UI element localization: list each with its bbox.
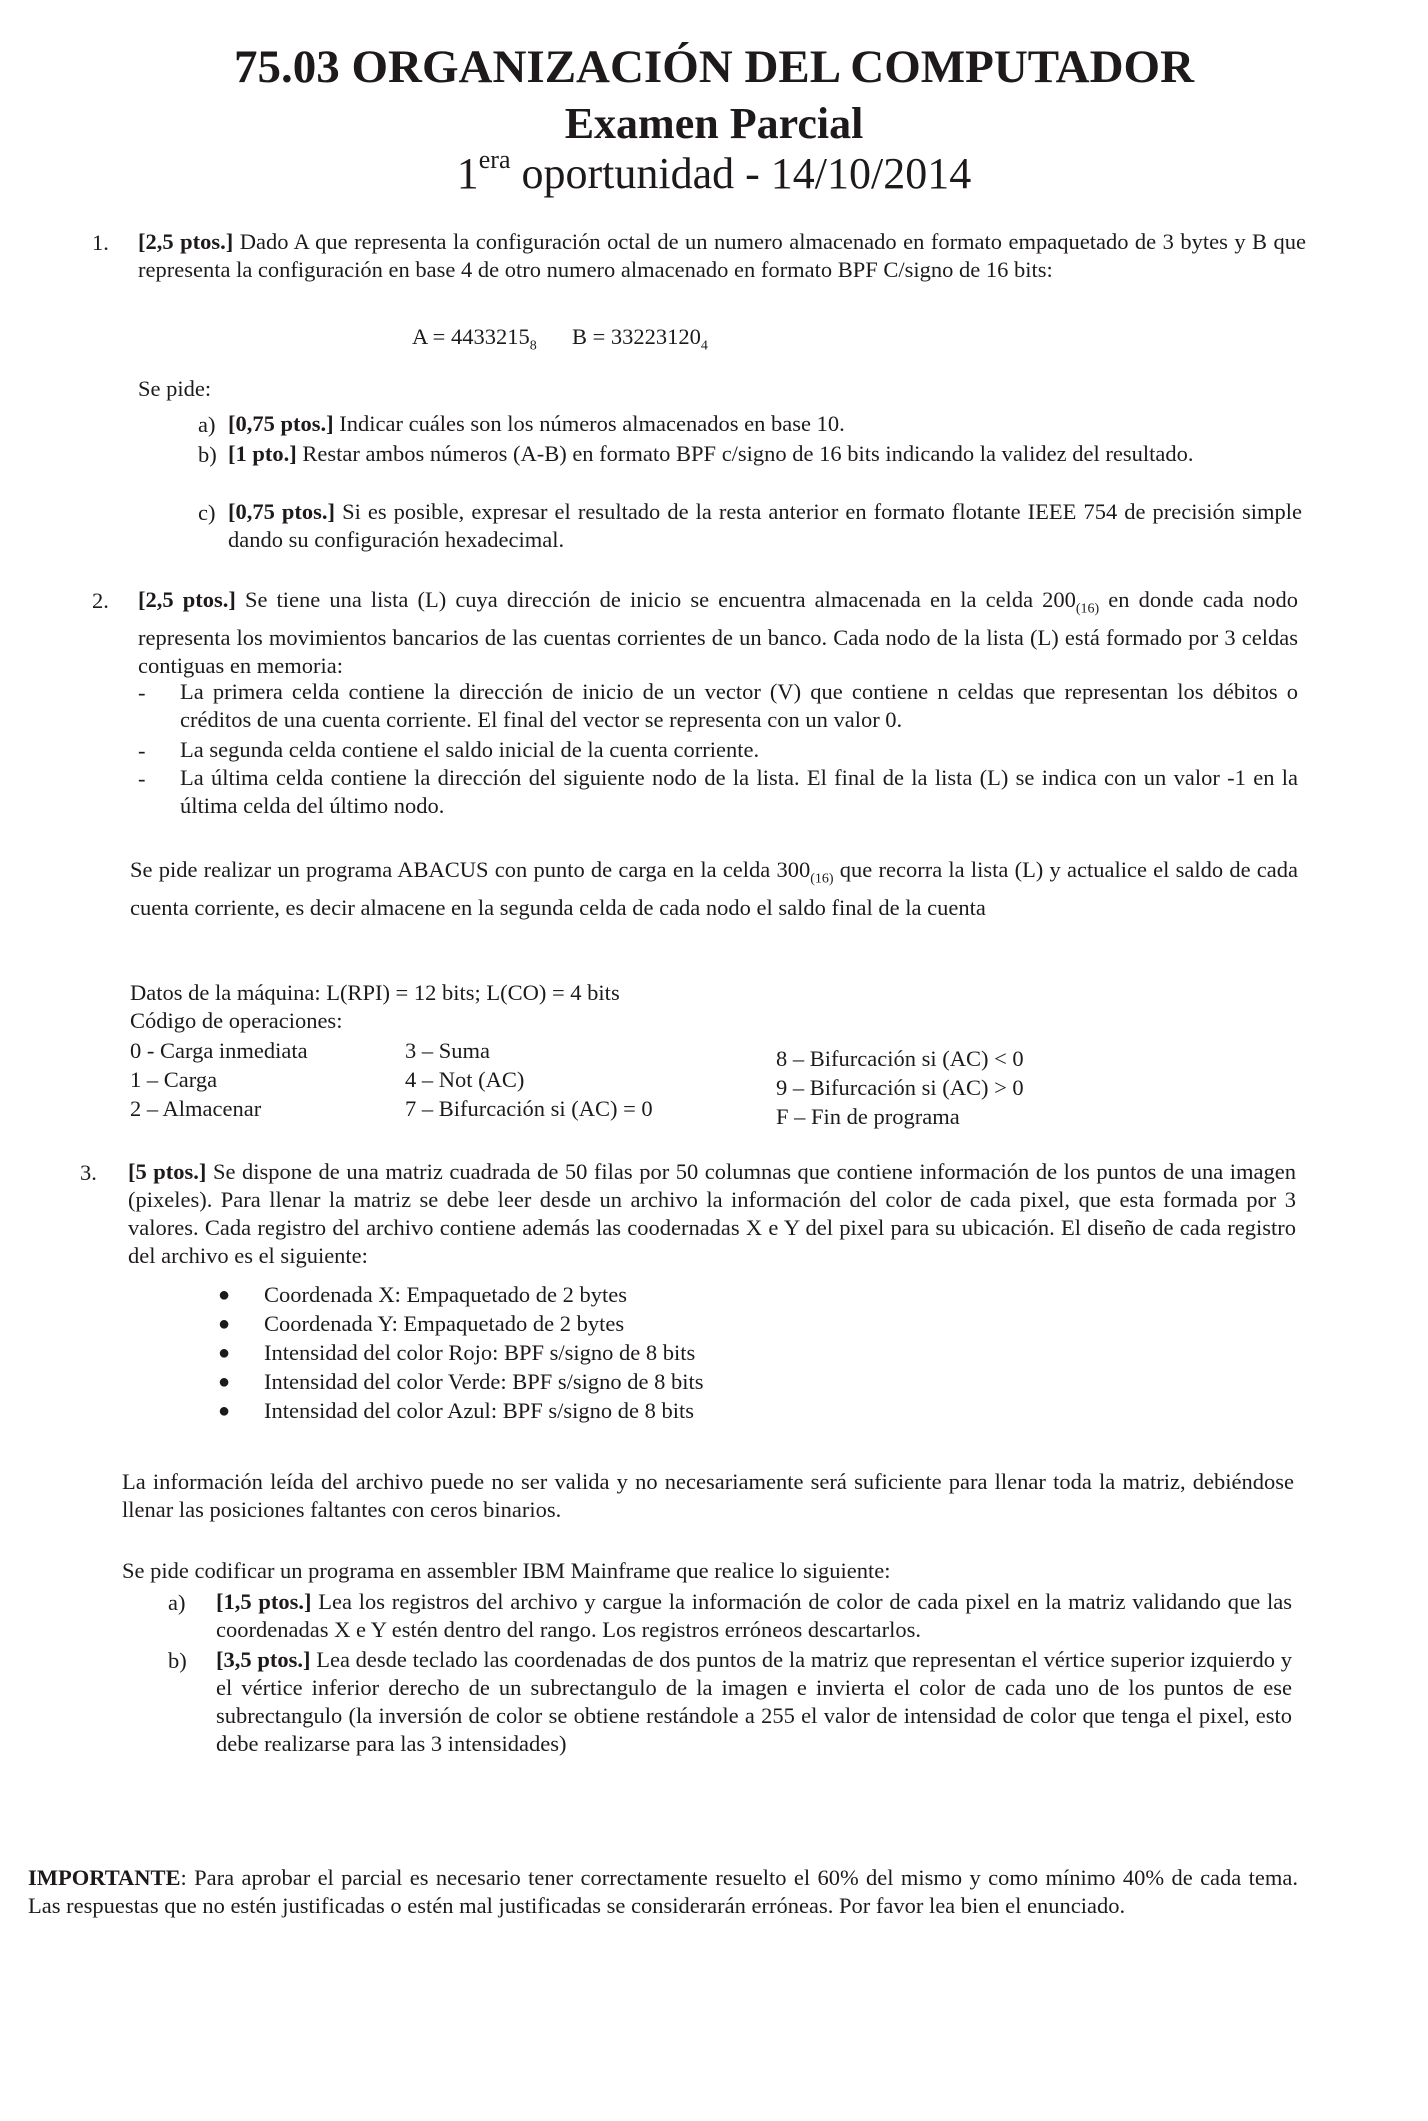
edition-superscript: era <box>478 145 511 175</box>
q1-item-c <box>228 498 1302 554</box>
bullet-dot-icon: ● <box>218 1400 231 1422</box>
opcode-7: 7 – Bifurcación si (AC) = 0 <box>405 1096 653 1121</box>
formula-b-base: 4 <box>700 338 708 354</box>
question-1-se-pide: Se pide: <box>138 376 212 401</box>
machine-data: Datos de la máquina: L(RPI) = 12 bits; L(CO) = 4 bits <box>130 980 620 1005</box>
important-label: IMPORTANTE <box>28 1865 181 1890</box>
q1-item-c-text: Si es posible, expresar el resultado de la resta anterior en formato flotante IEEE 754 de precisión simple dando su configuración hexadecimal. <box>228 499 1303 552</box>
question-2-text-cont: en donde cada nodo representa los movimientos bancarios de las cuentas corrientes de un banco. Cada nodo de la lista (L) está formado por 3 celdas contiguas en memoria: <box>138 587 1299 678</box>
record-field-blue: Intensidad del color Azul: BPF s/signo de 8 bits <box>264 1398 694 1423</box>
question-1-statement <box>138 228 1306 284</box>
edition-number: 1 <box>456 149 479 198</box>
opcode-3: 3 – Suma <box>405 1038 491 1063</box>
opcode-4: 4 – Not (AC) <box>405 1067 525 1092</box>
bullet-dot-icon: ● <box>218 1371 231 1393</box>
question-1-text: Dado A que representa la configuración octal de un numero almacenado en formato empaquetado de 3 bytes y B que representa la configuración en base 4 de otro numero almacenado en formato BPF C/signo de 16 bits: <box>138 229 1307 282</box>
important-note <box>28 1864 1298 1920</box>
opcode-8: 8 – Bifurcación si (AC) < 0 <box>776 1046 1024 1071</box>
opcode-0: 0 - Carga inmediata <box>130 1038 308 1063</box>
q2-bullet-1: La primera celda contiene la dirección de inicio de un vector (V) que contiene n celdas que representan los débitos o créditos de una cuenta corriente. El final del vector se representa con un valor 0. <box>180 679 1298 732</box>
q1-item-c-label: c) <box>198 500 216 525</box>
q3-item-b-points: [3,5 ptos.] <box>216 1647 311 1672</box>
question-3-statement <box>128 1158 1296 1270</box>
q1-item-b-text: Restar ambos números (A-B) en formato BPF c/signo de 16 bits indicando la validez del resultado. <box>296 441 1194 466</box>
q3-item-b-text: Lea desde teclado las coordenadas de dos puntos de la matriz que representan el vértice superior izquierdo y el vértice inferior derecho de un subrectangulo de la imagen e invierta el color de cada uno de los puntos de ese subrectangulo (la inversión de color se obtiene restándole a 255 el valor de intensidad de color que tenga el pixel, esto debe realizarse para las 3 intensidades) <box>216 1647 1293 1756</box>
q1-item-a <box>228 410 1302 438</box>
question-2-base: (16) <box>1075 601 1100 617</box>
q2-request-text-cont: que recorra la lista (L) y actualice el saldo de cada cuenta corriente, es decir almacene en la segunda celda de cada nodo el saldo final de la cuenta <box>130 857 1298 920</box>
important-text: : Para aprobar el parcial es necesario tener correctamente resuelto el 60% del mismo y como mínimo 40% de cada tema. Las respuestas que no estén justificadas o estén mal justificadas se considerarán erróneas. Por favor lea bien el enunciado. <box>28 1865 1298 1918</box>
question-2-statement <box>138 586 1298 680</box>
q3-se-pide: Se pide codificar un programa en assembler IBM Mainframe que realice lo siguiente: <box>122 1558 891 1583</box>
q2-request <box>130 856 1298 922</box>
opcode-1: 1 – Carga <box>130 1067 218 1092</box>
question-1-points: [2,5 ptos.] <box>138 229 234 254</box>
opcodes-column-2 <box>405 1036 653 1123</box>
bullet-dash: - <box>138 680 146 705</box>
question-2-text: Se tiene una lista (L) cuya dirección de inicio se encuentra almacenada en la celda 200 <box>244 587 1076 612</box>
opcode-9: 9 – Bifurcación si (AC) > 0 <box>776 1075 1024 1100</box>
exam-date-line <box>0 145 1428 199</box>
q3-item-b <box>216 1646 1292 1758</box>
q2-request-text: Se pide realizar un programa ABACUS con punto de carga en la celda 300 <box>130 857 811 882</box>
q1-item-b-points: [1 pto.] <box>228 441 297 466</box>
q2-request-base: (16) <box>810 871 834 887</box>
formula-a: A = 4433215 <box>412 324 530 349</box>
q2-bullet-3: La última celda contiene la dirección del siguiente nodo de la lista. El final de la lista (L) se indica con un valor -1 en la última celda del último nodo. <box>180 765 1298 818</box>
record-field-red: Intensidad del color Rojo: BPF s/signo de 8 bits <box>264 1340 696 1365</box>
q3-item-a-points: [1,5 ptos.] <box>216 1589 312 1614</box>
question-1-formulas <box>412 322 708 362</box>
q1-item-a-points: [0,75 ptos.] <box>228 411 334 436</box>
q3-item-b-label: b) <box>168 1648 187 1673</box>
question-3-number: 3. <box>80 1160 97 1185</box>
opcodes-column-1 <box>130 1036 308 1123</box>
question-2-points: [2,5 ptos.] <box>138 587 236 612</box>
record-field-green: Intensidad del color Verde: BPF s/signo de 8 bits <box>264 1369 704 1394</box>
formula-b: B = 33223120 <box>571 324 701 349</box>
bullet-dot-icon: ● <box>218 1342 231 1364</box>
q3-item-a <box>216 1588 1292 1644</box>
bullet-dash: - <box>138 766 146 791</box>
q3-item-a-label: a) <box>168 1590 186 1615</box>
q3-item-a-text: Lea los registros del archivo y cargue la información de color de cada pixel en la matriz validando que las coordenadas X e Y estén dentro del rango. Los registros erróneos descartarlos. <box>216 1589 1292 1642</box>
record-field-y: Coordenada Y: Empaquetado de 2 bytes <box>264 1311 625 1336</box>
q3-note: La información leída del archivo puede no ser valida y no necesariamente será suficiente para llenar toda la matriz, debiéndose llenar las posiciones faltantes con ceros binarios. <box>122 1469 1294 1522</box>
formula-a-base: 8 <box>529 338 537 354</box>
page-title: 75.03 ORGANIZACIÓN DEL COMPUTADOR <box>233 41 1195 93</box>
opcodes-column-3 <box>776 1044 1024 1131</box>
q1-item-c-points: [0,75 ptos.] <box>228 499 336 524</box>
q1-item-b <box>228 440 1302 468</box>
question-3-points: [5 ptos.] <box>128 1159 207 1184</box>
q1-item-b-label: b) <box>198 442 217 467</box>
question-1-number: 1. <box>92 230 109 255</box>
q2-bullet-2: La segunda celda contiene el saldo inicial de la cuenta corriente. <box>180 737 760 762</box>
q1-item-a-label: a) <box>198 412 216 437</box>
opcode-f: F – Fin de programa <box>776 1104 960 1129</box>
question-2-number: 2. <box>92 588 109 613</box>
page-subtitle: Examen Parcial <box>564 99 864 148</box>
bullet-dot-icon: ● <box>218 1313 231 1335</box>
bullet-dash: - <box>138 738 146 763</box>
question-3-text: Se dispone de una matriz cuadrada de 50 filas por 50 columnas que contiene información de los puntos de una imagen (pixeles). Para llenar la matriz se debe leer desde un archivo la información del color de cada pixel, que esta formada por 3 valores. Cada registro del archivo contiene además las coodernadas X e Y del pixel para su ubicación. El diseño de cada registro del archivo es el siguiente: <box>128 1159 1297 1268</box>
opcodes-title: Código de operaciones: <box>130 1008 343 1033</box>
opcode-2: 2 – Almacenar <box>130 1096 262 1121</box>
record-field-x: Coordenada X: Empaquetado de 2 bytes <box>264 1282 628 1307</box>
q1-item-a-text: Indicar cuáles son los números almacenados en base 10. <box>333 411 845 436</box>
bullet-dot-icon: ● <box>218 1284 231 1306</box>
edition-date: oportunidad - 14/10/2014 <box>510 149 972 198</box>
